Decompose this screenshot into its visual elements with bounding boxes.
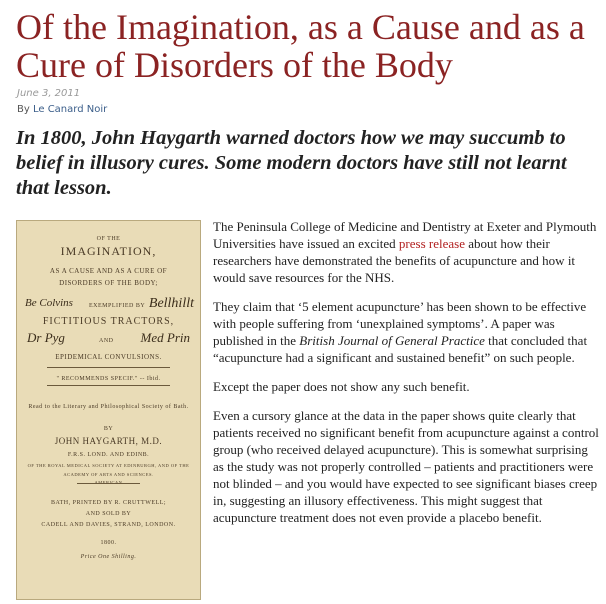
book-line: FICTITIOUS TRACTORS, xyxy=(42,316,175,327)
book-line: OF THE ROYAL MEDICAL SOCIETY AT EDINBURGH, AND OF THE xyxy=(27,463,190,468)
book-line: AND xyxy=(99,338,114,344)
book-line: BY xyxy=(103,426,114,432)
book-rule xyxy=(47,367,170,368)
handwriting: Be Colvins xyxy=(25,297,73,309)
lede: In 1800, John Haygarth warned doctors how we may succumb to belief in illusory cures. Some modern doctors have still not learnt that lesson. xyxy=(16,127,567,199)
post-content xyxy=(16,218,600,604)
paragraph-text: The Peninsula College of Medicine and Dentistry at Exeter and Plymouth Universities have issued an excited xyxy=(213,219,597,251)
press-release-link[interactable]: press release xyxy=(398,236,465,251)
book-rule xyxy=(47,385,170,386)
book-line: ACADEMY OF ARTS AND SCIENCES. xyxy=(63,472,154,477)
handwriting: Bellhillt xyxy=(148,296,194,311)
book-line: Read to the Literary and Philosophical Society of Bath. xyxy=(28,404,189,410)
handwriting: Med Prin xyxy=(140,330,190,345)
book-line: Price One Shilling. xyxy=(80,554,137,560)
book-cover-image xyxy=(16,220,201,600)
byline xyxy=(17,104,107,115)
post-date: June 3, 2011 xyxy=(17,88,81,99)
book-line: F.R.S. LOND. AND EDINB. xyxy=(67,452,150,458)
post-title[interactable]: Of the Imagination, as a Cause and as a Cure of Disorders of the Body xyxy=(16,7,585,85)
book-line: OF THE xyxy=(96,236,121,242)
paragraph-text: They claim that ‘5 element acupuncture’ has been shown to be effective with people suffering from ‘unexplained symptoms’. A paper was published in the xyxy=(213,299,587,348)
book-line: DISORDERS OF THE BODY; xyxy=(59,279,158,287)
book-line: AND SOLD BY xyxy=(85,511,132,517)
book-line: CADELL AND DAVIES, STRAND, LONDON. xyxy=(41,522,176,528)
book-line: " RECOMMENDS SPECIF." -- Ibid. xyxy=(56,376,161,382)
paragraph-text: about how their researchers have demonstrated the benefits of acupuncture and how it would save resources for the NHS. xyxy=(213,236,576,285)
book-rule xyxy=(77,483,140,484)
book-line: EPIDEMICAL CONVULSIONS. xyxy=(55,353,162,361)
author-link[interactable]: Le Canard Noir xyxy=(32,104,108,115)
book-line: EXEMPLIFIED BY xyxy=(89,303,146,309)
book-line: 1800. xyxy=(100,540,117,546)
book-line: AS A CAUSE AND AS A CURE OF xyxy=(49,267,168,275)
paragraph: Except the paper does not show any such benefit. xyxy=(213,379,470,394)
book-line: JOHN HAYGARTH, M.D. xyxy=(54,436,163,446)
book-line: IMAGINATION, xyxy=(60,244,157,258)
byline-prefix: By xyxy=(17,104,33,115)
paragraph: Even a cursory glance at the data in the paper shows quite clearly that patients received no significant benefit from acupuncture against a control group (who received delayed acupuncture). This is somewhat surprising as the study was not properly controlled – patients and practitioners were not blinded – and you would have expected to see significant biases creep in, suggesting an illusory effectiveness. This might suggest that acupuncture treatment does not even provide a placebo benefit. xyxy=(213,408,599,525)
paragraph-text: that concluded that “acupuncture had a significant and sustained benefit” on such people. xyxy=(213,333,588,365)
book-line: BATH, PRINTED BY R. CRUTTWELL; xyxy=(50,500,167,506)
journal-name: British Journal of General Practice xyxy=(299,333,485,348)
handwriting: Dr Pyg xyxy=(27,330,65,345)
